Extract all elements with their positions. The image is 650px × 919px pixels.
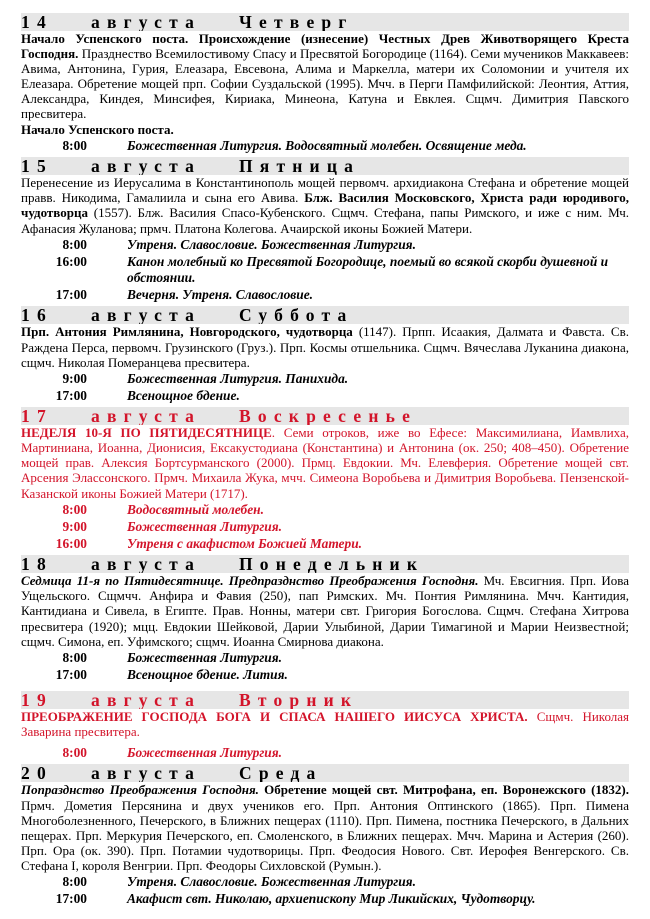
day-month: августа (91, 764, 202, 783)
service-time: 8:00 (62, 649, 87, 665)
day-weekday: Воскресенье (239, 407, 418, 426)
service-row (21, 237, 629, 253)
day-aug19 (21, 691, 629, 761)
day-number: 15 (21, 157, 53, 176)
day-aug15 (21, 157, 629, 303)
day-header (21, 13, 629, 31)
day-aug20 (21, 764, 629, 907)
day-description (21, 175, 629, 235)
service-row (21, 745, 629, 761)
service-name: Божественная Литургия. (127, 745, 282, 761)
service-row (21, 891, 629, 907)
feast-saints: (1147). Прпп. Исаакия, Далмата и Фавста. Св. Раждена Перса, первомч. Грузинского (Груз.). Прп. Космы отшельника. Сщмч. Вячеслава Луканина диакона, сщмч. Николая Померанцева пресвитера. (21, 324, 629, 370)
service-name: Всенощное бдение. Лития. (127, 666, 288, 682)
day-description (21, 425, 629, 500)
service-time: 8:00 (62, 501, 87, 517)
service-name: Божественная Литургия. Панихида. (127, 370, 349, 386)
service-time: 17:00 (55, 891, 87, 907)
day-header (21, 407, 629, 425)
feast-afterfeast: Попразднство Преображения Господня. (21, 782, 259, 798)
day-month: августа (91, 407, 202, 426)
service-name: Божественная Литургия. (127, 518, 282, 534)
service-row (21, 371, 629, 387)
service-time: 8:00 (62, 745, 87, 761)
day-aug18 (21, 555, 629, 683)
service-row (21, 519, 629, 535)
service-row (21, 502, 629, 518)
feast-main: Седмица 11-я по Пятидесятнице. Предпразднство Преображения Господня. (21, 573, 479, 589)
day-weekday: Среда (239, 764, 323, 783)
feast-main: Блж. Василия Московского, Христа ради юродивого, чудотворца (21, 190, 629, 221)
service-time: 8:00 (62, 236, 87, 252)
day-number: 18 (21, 555, 53, 574)
day-aug16 (21, 306, 629, 404)
day-aug17 (21, 407, 629, 552)
service-row (21, 388, 629, 404)
feast-saints: Празднество Всемилостивому Спасу и Пресвятой Богородице (1164). Семи мучеников Маккавеев: Авима, Антонина, Гурия, Елеазара, Евсевона, Алима и Маркелла, матери их Соломонии и учителя их Елеазара. Обретение мощей прп. Софии Суздальской (1995). Мчч. в Перги Памфилийской: Леонтия, Аттия, Александра, Киндея, Минсифея, Кириака, Минеона, Катуна и Евклея. Сщмч. Димитрия Павского пресвитера. (21, 46, 629, 122)
service-row (21, 254, 629, 286)
service-name: Канон молебный ко Пресвятой Богородице, поемый во всякой скорби душевной и обстоянии. (127, 253, 609, 286)
feast-main: Прп. Антония Римлянина, Новгородского, чудотворца (21, 324, 353, 340)
day-number: 16 (21, 306, 53, 325)
service-time: 9:00 (62, 518, 87, 534)
feast-saints: (1557). Блж. Василия Спасо-Кубенского. Сщмч. Стефана, папы Римского, и иже с ним. Мч. Афанасия Жуланова; прмч. Платона Колегова. Ачаирской иконы Божией Матери. (21, 205, 629, 236)
service-name: Водосвятный молебен. (127, 501, 264, 517)
day-weekday: Понедельник (239, 555, 425, 574)
service-row (21, 650, 629, 666)
service-name: Божественная Литургия. Водосвятный молебен. Освящение меда. (127, 138, 527, 154)
day-description (21, 782, 629, 873)
day-weekday: Пятница (239, 157, 361, 176)
feast-saints: Сщмч. Николая Заварина пресвитера. (21, 709, 630, 740)
feast-main: НЕДЕЛЯ 10-Я ПО ПЯТИДЕСЯТНИЦЕ (21, 425, 272, 441)
feast-main: Начало Успенского поста. Происхождение (изнесение) Честных Древ Животворящего Креста Господня. (21, 31, 629, 62)
day-month: августа (91, 691, 202, 710)
service-time: 8:00 (62, 138, 87, 154)
day-number: 14 (21, 13, 53, 31)
feast-saints: Прмч. Дометия Персянина и двух учеников его. Прп. Антония Оптинского (1865). Прп. Пимена Многоболезненного, Печерского, в Ближних пещерах (1110). Прп. Пимена, постника Печерского, в Дальних пещерах. Прп. Меркурия Печерского, еп. Смоленского, в Ближних пещерах. Мчч. Марина и Астерия (260). Прп. Ора (ок. 390). Прп. Потамии чудотворицы. Прп. Феодосия Нового. Свт. Иерофея Венгерского. Св. Стефана I, короля Венгрии. Прп. Феодоры Сихловской (Румын.). (21, 797, 629, 873)
service-time: 9:00 (62, 370, 87, 386)
day-description (21, 324, 629, 369)
feast-saints: . Семи отроков, иже во Ефесе: Максимилиана, Иамвлиха, Мартиниана, Иоанна, Дионисия, Ексакустодиана (Константина) и Антонина (ок. 250; 408–450). Обретение мощей прав. Алексия Бортсурманского (2000). Прмц. Евдокии. Мч. Елевферия. Обретение мощей свт. Арсения Элассонского. Прмч. Михаила Жука, мчч. Симеона Воробьева и Димитрия Воробьева. Пензенской-Казанской иконы Божией Матери (1717). (21, 425, 629, 501)
service-time: 16:00 (55, 536, 87, 552)
service-time: 16:00 (55, 253, 87, 269)
service-name: Божественная Литургия. (127, 649, 282, 665)
service-name: Утреня. Славословие. Божественная Литургия. (127, 236, 416, 252)
service-name: Всенощное бдение. (127, 387, 240, 403)
service-row (21, 287, 629, 303)
day-header (21, 306, 629, 324)
day-note: Начало Успенского поста. (21, 121, 174, 137)
day-number: 17 (21, 407, 53, 426)
service-name: Утреня. Славословие. Божественная Литургия. (127, 874, 416, 890)
service-time: 17:00 (55, 387, 87, 403)
service-row (21, 667, 629, 683)
day-header (21, 157, 629, 175)
feast-pre: Перенесение из Иерусалима в Константинополь мощей первомч. архидиакона Стефана и обретение мощей правв. Никодима, Гамалиила и сына его Авива. (21, 175, 629, 206)
service-time: 17:00 (55, 666, 87, 682)
day-weekday: Вторник (239, 691, 359, 710)
day-month: августа (91, 555, 202, 574)
service-name: Утреня с акафистом Божией Матери. (127, 536, 362, 552)
day-description (21, 573, 629, 648)
service-name: Акафист свт. Николаю, архиепископу Мир Ликийских, Чудотворцу. (127, 891, 536, 907)
day-number: 20 (21, 764, 53, 783)
day-header (21, 691, 629, 709)
feast-main: Обретение мощей свт. Митрофана, еп. Воронежского (1832). (258, 782, 629, 798)
day-aug14 (21, 13, 629, 154)
day-header (21, 764, 629, 782)
service-time: 8:00 (62, 874, 87, 890)
feast-main: ПРЕОБРАЖЕНИЕ ГОСПОДА БОГА И СПАСА НАШЕГО ИИСУСА ХРИСТА. (21, 709, 528, 725)
service-name: Вечерня. Утреня. Славословие. (127, 287, 314, 303)
service-row (21, 138, 629, 154)
day-weekday: Четверг (239, 13, 354, 31)
feast-saints: Мч. Евсигния. Прп. Иова Ущельского. Сщмчч. Анфира и Фавия (250), пап Римских. Мч. Понтия Римлянина. Мчч. Кантидия, Кантидиана и Сивела, в Египте. Прав. Нонны, матери свт. Григория Богослова. Сщмч. Стефана Хитрова пресвитера (1920); мцц. Евдокии Шейковой, Дарии Улыбиной, Дарии Тимагиной и Марии Неизвестной; сщмч. Симона, еп. Уфимского; сщмч. Иоанна Смирнова диакона. (21, 573, 629, 649)
service-time: 17:00 (55, 287, 87, 303)
day-description (21, 31, 629, 122)
service-row (21, 874, 629, 890)
day-month: августа (91, 13, 202, 31)
day-header (21, 555, 629, 573)
day-number: 19 (21, 691, 53, 710)
service-row (21, 536, 629, 552)
day-description (21, 709, 629, 739)
day-month: августа (91, 306, 202, 325)
day-month: августа (91, 157, 202, 176)
day-weekday: Суббота (239, 306, 354, 325)
